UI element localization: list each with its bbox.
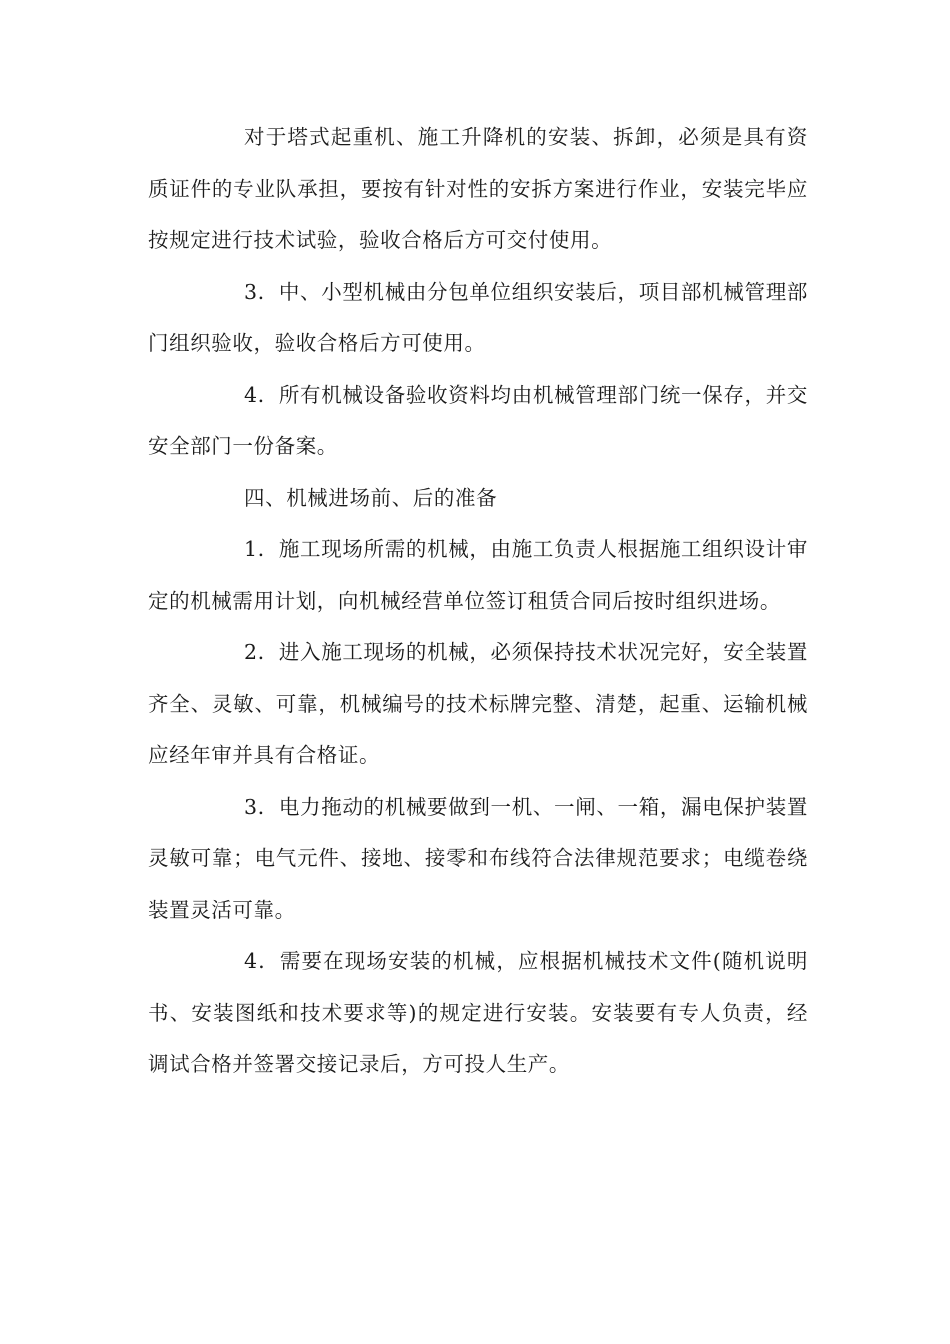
paragraph-tower-crane-installation: 对于塔式起重机、施工升降机的安装、拆卸，必须是具有资质证件的专业队承担，要按有针对性的安拆方案进行作业，安装完毕应按规定进行技术试验，验收合格后方可交付使用。	[148, 125, 808, 252]
paragraph-item-4-acceptance-records: 4．所有机械设备验收资料均由机械管理部门统一保存，并交安全部门一份备案。	[148, 382, 808, 458]
paragraph-item-4-on-site-installation: 4．需要在现场安装的机械，应根据机械技术文件(随机说明书、安装图纸和技术要求等)的规定进行安装。安装要有专人负责，经调试合格并签署交接记录后，方可投人生产。	[148, 949, 808, 1076]
document-body	[148, 112, 808, 1091]
paragraph-item-3-electric-drive: 3．电力拖动的机械要做到一机、一闸、一箱，漏电保护装置灵敏可靠；电气元件、接地、接零和布线符合法律规范要求；电缆卷绕装置灵活可靠。	[148, 794, 808, 922]
section-heading-machinery-entry: 四、机械进场前、后的准备	[244, 485, 498, 510]
paragraph-item-1-required-machinery: 1．施工现场所需的机械，由施工负责人根据施工组织设计审定的机械需用计划，向机械经营单位签订租赁合同后按时组织进场。	[148, 537, 808, 613]
paragraph-item-2-machinery-condition: 2．进入施工现场的机械，必须保持技术状况完好，安全装置齐全、灵敏、可靠，机械编号的技术标牌完整、清楚，起重、运输机械应经年审并具有合格证。	[148, 640, 808, 767]
paragraph-item-3-small-machinery: 3．中、小型机械由分包单位组织安装后，项目部机械管理部门组织验收，验收合格后方可使用。	[148, 279, 808, 355]
